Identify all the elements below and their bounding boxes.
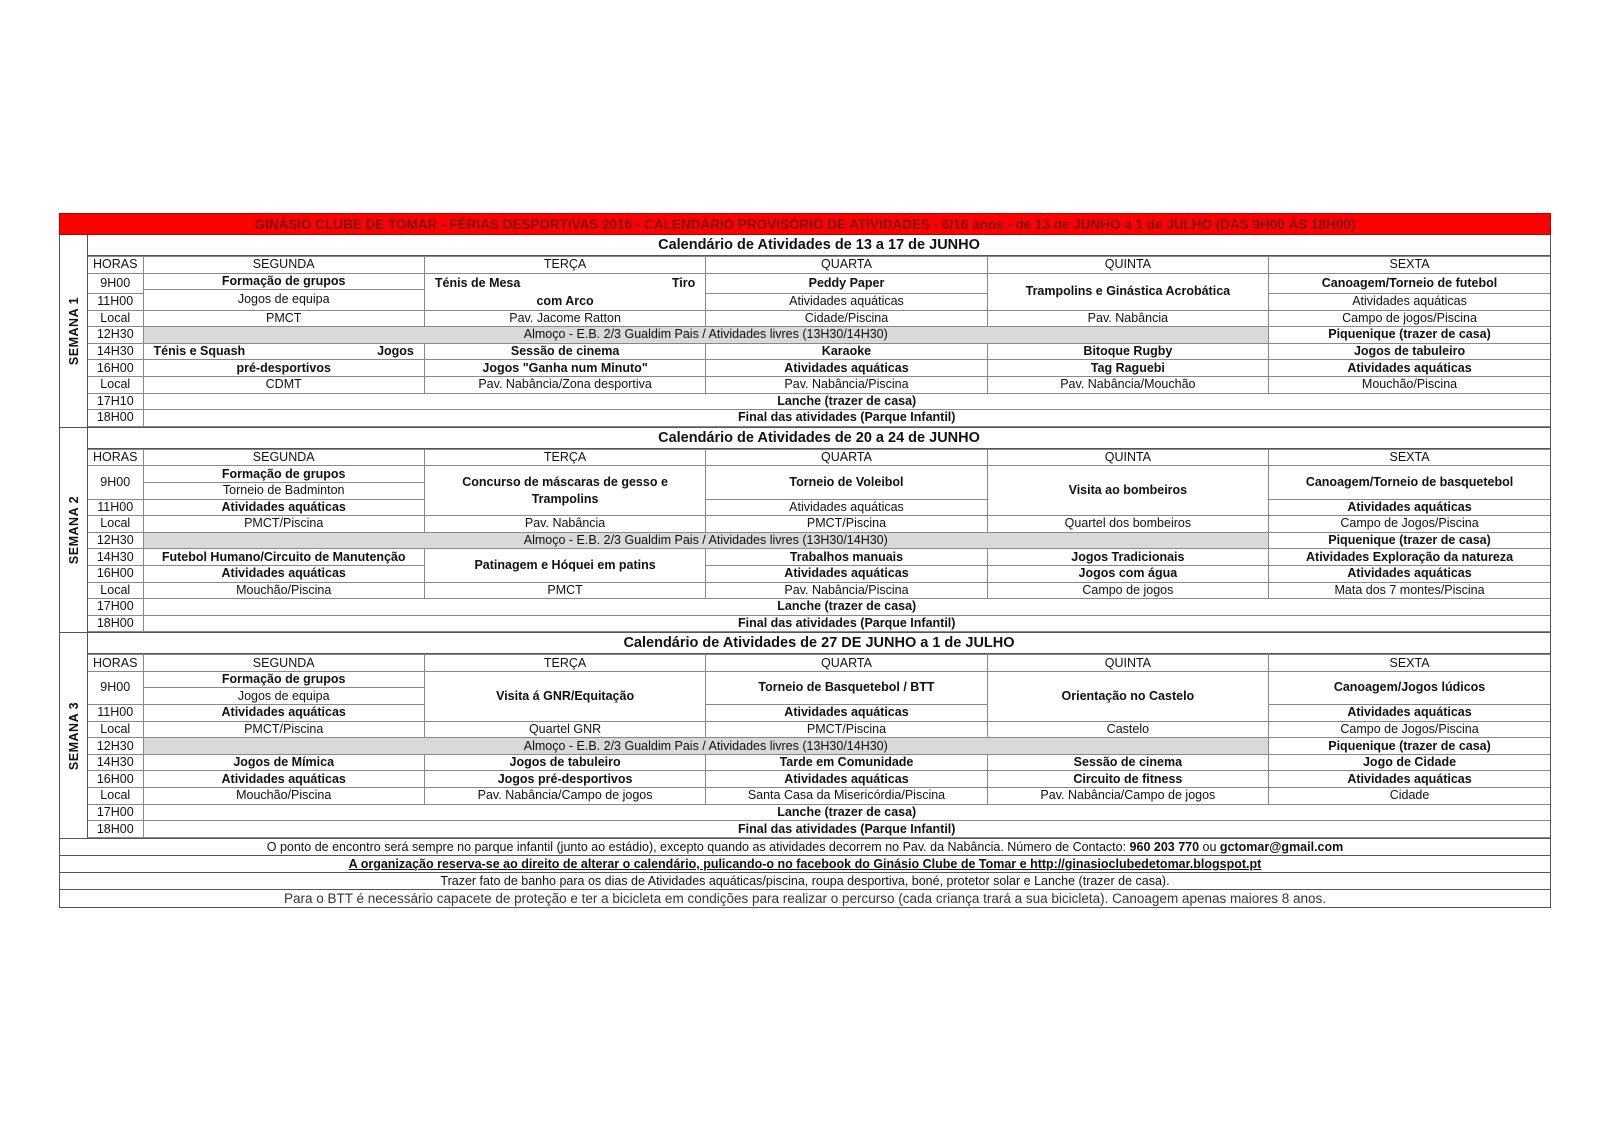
table-row — [88, 721, 1550, 738]
time-cell: 18H00 — [88, 615, 143, 632]
table-cell: Tag Raguebi — [987, 360, 1268, 377]
table-row — [88, 821, 1550, 838]
time-cell: Local — [88, 310, 143, 327]
table-row — [88, 754, 1550, 771]
time-cell: 18H00 — [88, 410, 143, 427]
items-to-bring-note: Trazer fato de banho para os dias de Atividades aquáticas/piscina, roupa desportiva, boné, protetor solar e Lanche (trazer de casa). — [59, 873, 1551, 890]
schedule-table — [88, 449, 1550, 633]
organization-notice: A organização reserva-se ao direito de alterar o calendário, pulicando-o no facebook do Ginásio Clube de Tomar e http://ginasioclubedetomar.blogspot.pt — [59, 856, 1551, 873]
table-cell: Trampolins e Ginástica Acrobática — [987, 273, 1268, 310]
contact-phone: 960 203 770 — [1129, 839, 1200, 854]
table-row — [88, 671, 1550, 688]
week-label: SEMANA 3 — [60, 633, 88, 838]
time-cell: 16H00 — [88, 360, 143, 377]
table-cell: Atividades aquáticas — [143, 771, 424, 788]
end-cell: Final das atividades (Parque Infantil) — [143, 410, 1550, 427]
schedule-table — [88, 654, 1550, 838]
table-cell: Jogos Tradicionais — [987, 549, 1268, 566]
header-cell: QUARTA — [706, 655, 987, 672]
table-cell: PMCT/Piscina — [143, 516, 424, 533]
table-row — [88, 582, 1550, 599]
table-cell: Futebol Humano/Circuito de Manutenção — [143, 549, 424, 566]
meeting-point-note: O ponto de encontro será sempre no parque infantil (junto ao estádio), excepto quando as atividades decorrem no Pav. da Nabância. Número de Contacto: 960 203 770 ou gctomar@gmail.com — [59, 839, 1551, 856]
week-label: SEMANA 2 — [60, 428, 88, 633]
table-row — [88, 310, 1550, 327]
table-cell: Concurso de máscaras de gesso e Trampolins — [424, 466, 705, 516]
time-cell: 12H30 — [88, 327, 143, 344]
time-cell: 17H10 — [88, 393, 143, 410]
table-cell: Visita ao bombeiros — [987, 466, 1268, 516]
table-cell: Pav. Nabância/Campo de jogos — [987, 788, 1268, 805]
time-cell: 12H30 — [88, 738, 143, 755]
table-cell: Atividades aquáticas — [706, 294, 987, 311]
table-cell: Atividades aquáticas — [1269, 771, 1550, 788]
time-cell: Local — [88, 376, 143, 393]
table-cell: PMCT — [424, 582, 705, 599]
table-cell: Cidade — [1269, 788, 1550, 805]
table-cell: Bitoque Rugby — [987, 343, 1268, 360]
table-cell: Canoagem/Torneio de basquetebol — [1269, 466, 1550, 499]
table-cell: Mouchão/Piscina — [143, 582, 424, 599]
table-cell: Mouchão/Piscina — [143, 788, 424, 805]
table-row — [88, 257, 1550, 274]
header-cell: TERÇA — [424, 655, 705, 672]
table-row — [88, 771, 1550, 788]
table-row — [88, 393, 1550, 410]
table-cell: Piquenique (trazer de casa) — [1269, 532, 1550, 549]
week-1-section — [59, 235, 1551, 428]
document-title: GINÁSIO CLUBE DE TOMAR - FÉRIAS DESPORTIVAS 2016 - CALENDÁRIO PROVISÓRIO DE ATIVIDADES - 6/16 anos - de 13 de JUNHO a 1 de JULHO (DAS 9H00 ÀS 18H00) — [59, 213, 1551, 235]
table-cell: Atividades aquáticas — [706, 705, 987, 722]
table-cell: Atividades Exploração da natureza — [1269, 549, 1550, 566]
table-cell: Jogos de tabuleiro — [424, 754, 705, 771]
table-cell: Atividades aquáticas — [1269, 565, 1550, 582]
snack-cell: Lanche (trazer de casa) — [143, 393, 1550, 410]
table-cell: Atividades aquáticas — [1269, 705, 1550, 722]
table-cell: Pav. Nabância/Piscina — [706, 376, 987, 393]
table-row — [88, 499, 1550, 516]
time-cell: 11H00 — [88, 705, 143, 722]
week-3-section — [59, 633, 1551, 839]
table-cell: Sessão de cinema — [987, 754, 1268, 771]
table-cell: Atividades aquáticas — [706, 565, 987, 582]
table-cell: Atividades aquáticas — [143, 705, 424, 722]
table-cell: Atividades aquáticas — [1269, 360, 1550, 377]
table-cell: Quartel dos bombeiros — [987, 516, 1268, 533]
time-cell: 12H30 — [88, 532, 143, 549]
table-cell: Tarde em Comunidade — [706, 754, 987, 771]
table-cell: Atividades aquáticas — [143, 565, 424, 582]
table-cell: PMCT/Piscina — [143, 721, 424, 738]
week-title: Calendário de Atividades de 13 a 17 de JUNHO — [88, 235, 1550, 256]
table-cell: Pav. Nabância/Zona desportiva — [424, 376, 705, 393]
table-row — [88, 599, 1550, 616]
time-cell: 14H30 — [88, 754, 143, 771]
table-cell: Jogos de equipa — [143, 290, 424, 310]
table-cell: Pav. Nabância/Piscina — [706, 582, 987, 599]
header-cell: QUARTA — [706, 257, 987, 274]
table-row — [88, 738, 1550, 755]
table-cell: Pav. Nabância/Mouchão — [987, 376, 1268, 393]
table-row — [88, 565, 1550, 582]
table-row — [88, 804, 1550, 821]
header-cell: SEXTA — [1269, 655, 1550, 672]
table-row — [88, 343, 1550, 360]
table-cell: Circuito de fitness — [987, 771, 1268, 788]
header-cell: QUARTA — [706, 449, 987, 466]
table-cell: Trabalhos manuais — [706, 549, 987, 566]
time-cell: 16H00 — [88, 565, 143, 582]
time-cell: 16H00 — [88, 771, 143, 788]
time-cell: 9H00 — [88, 671, 143, 704]
time-cell: Local — [88, 516, 143, 533]
table-cell: Formação de grupos — [143, 671, 424, 688]
table-cell: Jogos de equipa — [143, 688, 424, 705]
time-cell: 9H00 — [88, 466, 143, 499]
time-cell: Local — [88, 788, 143, 805]
table-cell: Atividades aquáticas — [706, 771, 987, 788]
snack-cell: Lanche (trazer de casa) — [143, 599, 1550, 616]
table-cell: Jogos de Mímica — [143, 754, 424, 771]
table-row — [88, 549, 1550, 566]
table-cell: Torneio de Badminton — [143, 482, 424, 499]
header-cell: QUINTA — [987, 257, 1268, 274]
header-cell: HORAS — [88, 257, 143, 274]
table-cell: Torneio de Basquetebol / BTT — [706, 671, 987, 704]
time-cell: 18H00 — [88, 821, 143, 838]
table-cell: PMCT/Piscina — [706, 516, 987, 533]
table-row — [88, 516, 1550, 533]
header-cell: TERÇA — [424, 257, 705, 274]
table-cell: Atividades aquáticas — [706, 360, 987, 377]
table-cell: PMCT — [143, 310, 424, 327]
table-row — [88, 449, 1550, 466]
table-cell: Santa Casa da Misericórdia/Piscina — [706, 788, 987, 805]
time-cell: 17H00 — [88, 599, 143, 616]
table-row — [88, 273, 1550, 290]
table-cell: Formação de grupos — [143, 273, 424, 290]
table-cell: Jogos "Ganha num Minuto" — [424, 360, 705, 377]
table-row — [88, 360, 1550, 377]
lunch-cell: Almoço - E.B. 2/3 Gualdim Pais / Atividades livres (13H30/14H30) — [143, 532, 1269, 549]
table-cell: Orientação no Castelo — [987, 671, 1268, 721]
table-cell: Atividades aquáticas — [1269, 499, 1550, 516]
table-row — [88, 410, 1550, 427]
lunch-cell: Almoço - E.B. 2/3 Gualdim Pais / Atividades livres (13H30/14H30) — [143, 738, 1269, 755]
week-label: SEMANA 1 — [60, 235, 88, 427]
table-row — [88, 532, 1550, 549]
table-row — [88, 655, 1550, 672]
table-cell: Jogos de tabuleiro — [1269, 343, 1550, 360]
table-cell: Cidade/Piscina — [706, 310, 987, 327]
table-cell: Karaoke — [706, 343, 987, 360]
table-cell: Sessão de cinema — [424, 343, 705, 360]
table-cell: Mouchão/Piscina — [1269, 376, 1550, 393]
btt-canoe-note: Para o BTT é necessário capacete de proteção e ter a bicicleta em condições para realizar o percurso (cada criança trará a sua bicicleta). Canoagem apenas maiores 8 anos. — [59, 890, 1551, 908]
table-cell: pré-desportivos — [143, 360, 424, 377]
end-cell: Final das atividades (Parque Infantil) — [143, 821, 1550, 838]
header-cell: HORAS — [88, 449, 143, 466]
table-cell: Pav. Nabância — [424, 516, 705, 533]
header-cell: SEGUNDA — [143, 257, 424, 274]
time-cell: Local — [88, 721, 143, 738]
table-cell: Castelo — [987, 721, 1268, 738]
time-cell: 14H30 — [88, 343, 143, 360]
time-cell: Local — [88, 582, 143, 599]
table-cell: Campo de Jogos/Piscina — [1269, 721, 1550, 738]
time-cell: 11H00 — [88, 499, 143, 516]
table-cell: Mata dos 7 montes/Piscina — [1269, 582, 1550, 599]
table-cell: Formação de grupos — [143, 466, 424, 483]
table-cell: CDMT — [143, 376, 424, 393]
week-title: Calendário de Atividades de 20 a 24 de JUNHO — [88, 428, 1550, 449]
header-cell: TERÇA — [424, 449, 705, 466]
header-cell: QUINTA — [987, 449, 1268, 466]
table-row — [88, 615, 1550, 632]
table-row — [88, 705, 1550, 722]
table-cell: Pav. Jacome Ratton — [424, 310, 705, 327]
table-cell: Jogo de Cidade — [1269, 754, 1550, 771]
schedule-table — [88, 256, 1550, 427]
header-cell: SEGUNDA — [143, 655, 424, 672]
table-cell: Peddy Paper — [706, 273, 987, 293]
table-cell: Piquenique (trazer de casa) — [1269, 327, 1550, 344]
table-cell: Quartel GNR — [424, 721, 705, 738]
table-cell: Ténis de Mesa Tiro com Arco — [424, 273, 705, 310]
week-2-section — [59, 428, 1551, 634]
lunch-cell: Almoço - E.B. 2/3 Gualdim Pais / Atividades livres (13H30/14H30) — [143, 327, 1269, 344]
table-cell: Jogos com água — [987, 565, 1268, 582]
schedule-document — [59, 213, 1551, 908]
table-cell: Pav. Nabância — [987, 310, 1268, 327]
table-cell: Pav. Nabância/Campo de jogos — [424, 788, 705, 805]
header-cell: SEGUNDA — [143, 449, 424, 466]
table-cell: Campo de jogos — [987, 582, 1268, 599]
snack-cell: Lanche (trazer de casa) — [143, 804, 1550, 821]
time-cell: 9H00 — [88, 273, 143, 293]
table-cell: Canoagem/Torneio de futebol — [1269, 273, 1550, 293]
table-cell: Atividades aquáticas — [143, 499, 424, 516]
table-cell: Patinagem e Hóquei em patins — [424, 549, 705, 582]
table-row — [88, 466, 1550, 483]
table-row — [88, 327, 1550, 344]
header-cell: HORAS — [88, 655, 143, 672]
table-cell: Torneio de Voleibol — [706, 466, 987, 499]
time-cell: 11H00 — [88, 294, 143, 311]
week-title: Calendário de Atividades de 27 DE JUNHO a 1 de JULHO — [88, 633, 1550, 654]
table-cell: Canoagem/Jogos lúdicos — [1269, 671, 1550, 704]
table-cell: Ténis e Squash Jogos — [143, 343, 424, 360]
time-cell: 17H00 — [88, 804, 143, 821]
contact-email: gctomar@gmail.com — [1219, 839, 1344, 854]
table-cell: PMCT/Piscina — [706, 721, 987, 738]
table-cell: Atividades aquáticas — [706, 499, 987, 516]
header-cell: SEXTA — [1269, 449, 1550, 466]
table-cell: Visita á GNR/Equitação — [424, 671, 705, 721]
header-cell: SEXTA — [1269, 257, 1550, 274]
header-cell: QUINTA — [987, 655, 1268, 672]
table-row — [88, 788, 1550, 805]
table-cell: Atividades aquáticas — [1269, 294, 1550, 311]
table-cell: Jogos pré-desportivos — [424, 771, 705, 788]
time-cell: 14H30 — [88, 549, 143, 566]
end-cell: Final das atividades (Parque Infantil) — [143, 615, 1550, 632]
table-cell: Campo de jogos/Piscina — [1269, 310, 1550, 327]
table-cell: Campo de Jogos/Piscina — [1269, 516, 1550, 533]
table-cell: Piquenique (trazer de casa) — [1269, 738, 1550, 755]
table-row — [88, 376, 1550, 393]
